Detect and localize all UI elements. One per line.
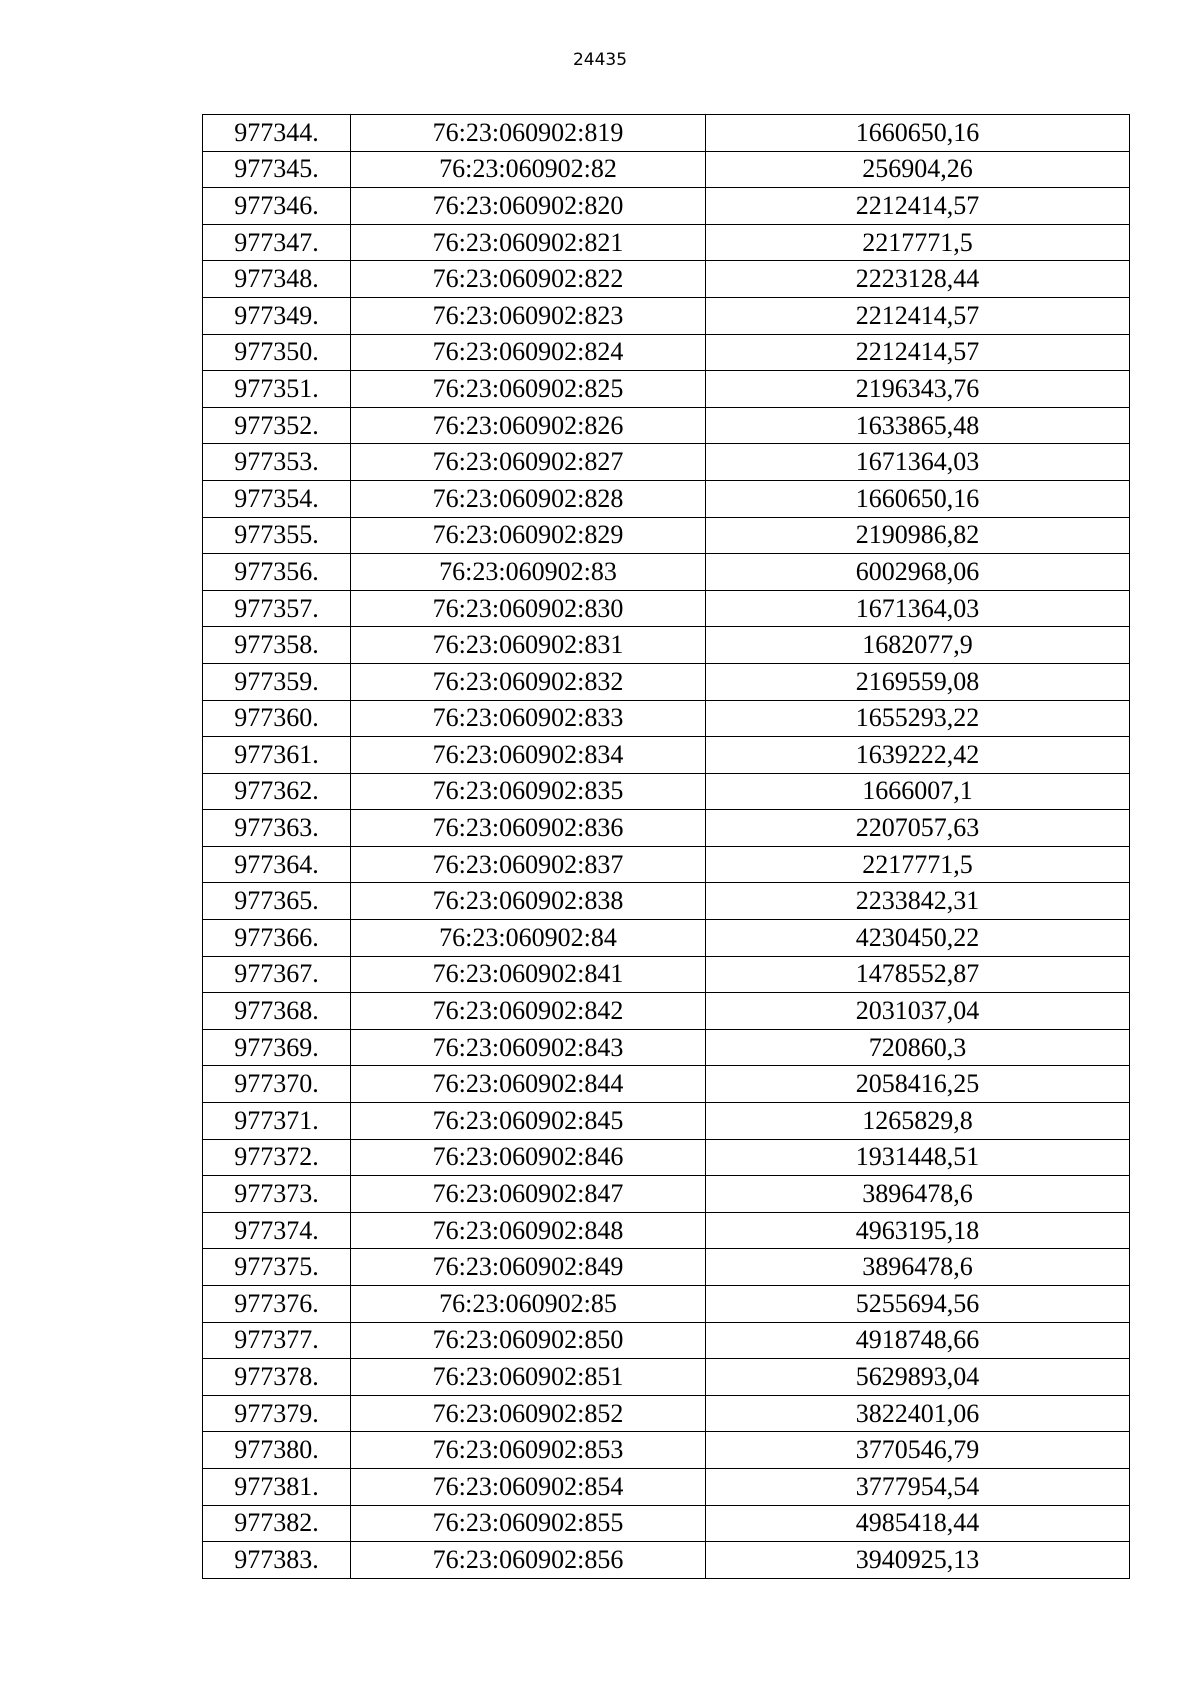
table-row xyxy=(203,334,1130,371)
cadastral-value-cell: 2223128,44 xyxy=(706,261,1130,298)
cadastral-value-cell: 2190986,82 xyxy=(706,517,1130,554)
page-number: 24435 xyxy=(572,50,628,70)
row-number-cell: 977364. xyxy=(203,846,351,883)
cadastral-number-cell: 76:23:060902:834 xyxy=(351,737,706,774)
table-row xyxy=(203,188,1130,225)
cadastral-value-cell: 3777954,54 xyxy=(706,1468,1130,1505)
table-row xyxy=(203,1505,1130,1542)
row-number-cell: 977365. xyxy=(203,883,351,920)
table-row xyxy=(203,993,1130,1030)
cadastral-number-cell: 76:23:060902:838 xyxy=(351,883,706,920)
cadastral-number-cell: 76:23:060902:832 xyxy=(351,663,706,700)
cadastral-value-cell: 1671364,03 xyxy=(706,444,1130,481)
row-number-cell: 977361. xyxy=(203,737,351,774)
row-number-cell: 977379. xyxy=(203,1395,351,1432)
row-number-cell: 977345. xyxy=(203,151,351,188)
cadastral-number-cell: 76:23:060902:850 xyxy=(351,1322,706,1359)
row-number-cell: 977355. xyxy=(203,517,351,554)
row-number-cell: 977363. xyxy=(203,810,351,847)
row-number-cell: 977380. xyxy=(203,1432,351,1469)
table-row xyxy=(203,480,1130,517)
cadastral-number-cell: 76:23:060902:82 xyxy=(351,151,706,188)
cadastral-number-cell: 76:23:060902:846 xyxy=(351,1139,706,1176)
table-body xyxy=(203,115,1130,1579)
cadastral-value-cell: 2031037,04 xyxy=(706,993,1130,1030)
cadastral-number-cell: 76:23:060902:835 xyxy=(351,773,706,810)
row-number-cell: 977382. xyxy=(203,1505,351,1542)
table-row xyxy=(203,115,1130,152)
cadastral-value-cell: 2212414,57 xyxy=(706,297,1130,334)
table-row xyxy=(203,371,1130,408)
table-row xyxy=(203,297,1130,334)
table-row xyxy=(203,554,1130,591)
cadastral-value-cell: 1682077,9 xyxy=(706,627,1130,664)
cadastral-number-cell: 76:23:060902:825 xyxy=(351,371,706,408)
cadastral-number-cell: 76:23:060902:854 xyxy=(351,1468,706,1505)
row-number-cell: 977378. xyxy=(203,1359,351,1396)
cadastral-value-cell: 3896478,6 xyxy=(706,1249,1130,1286)
cadastral-value-cell: 3822401,06 xyxy=(706,1395,1130,1432)
row-number-cell: 977356. xyxy=(203,554,351,591)
cadastral-number-cell: 76:23:060902:836 xyxy=(351,810,706,847)
row-number-cell: 977371. xyxy=(203,1103,351,1140)
row-number-cell: 977373. xyxy=(203,1176,351,1213)
table-row xyxy=(203,1286,1130,1323)
table-row xyxy=(203,224,1130,261)
row-number-cell: 977383. xyxy=(203,1542,351,1579)
row-number-cell: 977366. xyxy=(203,920,351,957)
cadastral-number-cell: 76:23:060902:829 xyxy=(351,517,706,554)
row-number-cell: 977347. xyxy=(203,224,351,261)
cadastral-value-cell: 256904,26 xyxy=(706,151,1130,188)
cadastral-number-cell: 76:23:060902:843 xyxy=(351,1029,706,1066)
table-row xyxy=(203,261,1130,298)
cadastral-number-cell: 76:23:060902:848 xyxy=(351,1212,706,1249)
row-number-cell: 977369. xyxy=(203,1029,351,1066)
cadastral-number-cell: 76:23:060902:827 xyxy=(351,444,706,481)
cadastral-value-cell: 1660650,16 xyxy=(706,115,1130,152)
cadastral-value-cell: 1671364,03 xyxy=(706,590,1130,627)
row-number-cell: 977381. xyxy=(203,1468,351,1505)
row-number-cell: 977368. xyxy=(203,993,351,1030)
table-row xyxy=(203,517,1130,554)
cadastral-value-cell: 1639222,42 xyxy=(706,737,1130,774)
table-row xyxy=(203,151,1130,188)
cadastral-number-cell: 76:23:060902:842 xyxy=(351,993,706,1030)
table-row xyxy=(203,1249,1130,1286)
cadastral-value-cell: 1931448,51 xyxy=(706,1139,1130,1176)
cadastral-number-cell: 76:23:060902:822 xyxy=(351,261,706,298)
cadastral-value-cell: 1478552,87 xyxy=(706,956,1130,993)
cadastral-value-cell: 3896478,6 xyxy=(706,1176,1130,1213)
cadastral-value-cell: 5255694,56 xyxy=(706,1286,1130,1323)
cadastral-number-cell: 76:23:060902:83 xyxy=(351,554,706,591)
table-row xyxy=(203,627,1130,664)
table-row xyxy=(203,407,1130,444)
cadastral-value-cell: 1666007,1 xyxy=(706,773,1130,810)
table-row xyxy=(203,1029,1130,1066)
cadastral-number-cell: 76:23:060902:821 xyxy=(351,224,706,261)
row-number-cell: 977359. xyxy=(203,663,351,700)
cadastral-number-cell: 76:23:060902:84 xyxy=(351,920,706,957)
row-number-cell: 977350. xyxy=(203,334,351,371)
cadastral-number-cell: 76:23:060902:837 xyxy=(351,846,706,883)
cadastral-value-cell: 1660650,16 xyxy=(706,480,1130,517)
cadastral-number-cell: 76:23:060902:849 xyxy=(351,1249,706,1286)
cadastral-value-cell: 5629893,04 xyxy=(706,1359,1130,1396)
cadastral-value-cell: 4985418,44 xyxy=(706,1505,1130,1542)
table-row xyxy=(203,590,1130,627)
cadastral-number-cell: 76:23:060902:844 xyxy=(351,1066,706,1103)
row-number-cell: 977357. xyxy=(203,590,351,627)
row-number-cell: 977348. xyxy=(203,261,351,298)
cadastral-value-cell: 2212414,57 xyxy=(706,334,1130,371)
cadastral-number-cell: 76:23:060902:831 xyxy=(351,627,706,664)
row-number-cell: 977351. xyxy=(203,371,351,408)
row-number-cell: 977358. xyxy=(203,627,351,664)
table-row xyxy=(203,846,1130,883)
cadastral-number-cell: 76:23:060902:824 xyxy=(351,334,706,371)
row-number-cell: 977346. xyxy=(203,188,351,225)
cadastral-value-cell: 2217771,5 xyxy=(706,846,1130,883)
cadastral-number-cell: 76:23:060902:826 xyxy=(351,407,706,444)
table-row xyxy=(203,1359,1130,1396)
row-number-cell: 977375. xyxy=(203,1249,351,1286)
cadastral-value-cell: 2212414,57 xyxy=(706,188,1130,225)
cadastral-value-cell: 2233842,31 xyxy=(706,883,1130,920)
table-row xyxy=(203,1432,1130,1469)
table-row xyxy=(203,1322,1130,1359)
table-row xyxy=(203,737,1130,774)
row-number-cell: 977372. xyxy=(203,1139,351,1176)
cadastral-value-cell: 2196343,76 xyxy=(706,371,1130,408)
cadastral-number-cell: 76:23:060902:820 xyxy=(351,188,706,225)
cadastral-value-table xyxy=(202,114,1130,1579)
row-number-cell: 977367. xyxy=(203,956,351,993)
cadastral-number-cell: 76:23:060902:819 xyxy=(351,115,706,152)
table-row xyxy=(203,1139,1130,1176)
cadastral-value-cell: 2207057,63 xyxy=(706,810,1130,847)
cadastral-number-cell: 76:23:060902:855 xyxy=(351,1505,706,1542)
row-number-cell: 977354. xyxy=(203,480,351,517)
table-row xyxy=(203,663,1130,700)
table-row xyxy=(203,1468,1130,1505)
row-number-cell: 977360. xyxy=(203,700,351,737)
row-number-cell: 977344. xyxy=(203,115,351,152)
table-row xyxy=(203,1542,1130,1579)
cadastral-number-cell: 76:23:060902:823 xyxy=(351,297,706,334)
cadastral-number-cell: 76:23:060902:841 xyxy=(351,956,706,993)
cadastral-number-cell: 76:23:060902:852 xyxy=(351,1395,706,1432)
table-row xyxy=(203,883,1130,920)
table-row xyxy=(203,444,1130,481)
row-number-cell: 977349. xyxy=(203,297,351,334)
table-row xyxy=(203,700,1130,737)
cadastral-value-cell: 2058416,25 xyxy=(706,1066,1130,1103)
cadastral-number-cell: 76:23:060902:828 xyxy=(351,480,706,517)
row-number-cell: 977352. xyxy=(203,407,351,444)
cadastral-number-cell: 76:23:060902:847 xyxy=(351,1176,706,1213)
table-row xyxy=(203,1103,1130,1140)
row-number-cell: 977374. xyxy=(203,1212,351,1249)
cadastral-number-cell: 76:23:060902:85 xyxy=(351,1286,706,1323)
table-row xyxy=(203,810,1130,847)
table-row xyxy=(203,956,1130,993)
cadastral-value-cell: 4230450,22 xyxy=(706,920,1130,957)
cadastral-value-cell: 6002968,06 xyxy=(706,554,1130,591)
table-row xyxy=(203,1212,1130,1249)
cadastral-number-cell: 76:23:060902:853 xyxy=(351,1432,706,1469)
row-number-cell: 977353. xyxy=(203,444,351,481)
cadastral-value-cell: 4918748,66 xyxy=(706,1322,1130,1359)
cadastral-value-cell: 3940925,13 xyxy=(706,1542,1130,1579)
table-row xyxy=(203,1176,1130,1213)
cadastral-value-cell: 1265829,8 xyxy=(706,1103,1130,1140)
cadastral-value-cell: 1633865,48 xyxy=(706,407,1130,444)
cadastral-number-cell: 76:23:060902:830 xyxy=(351,590,706,627)
cadastral-value-cell: 3770546,79 xyxy=(706,1432,1130,1469)
cadastral-number-cell: 76:23:060902:856 xyxy=(351,1542,706,1579)
cadastral-number-cell: 76:23:060902:845 xyxy=(351,1103,706,1140)
cadastral-value-cell: 1655293,22 xyxy=(706,700,1130,737)
table-row xyxy=(203,920,1130,957)
table-row xyxy=(203,1395,1130,1432)
cadastral-value-cell: 4963195,18 xyxy=(706,1212,1130,1249)
row-number-cell: 977362. xyxy=(203,773,351,810)
cadastral-number-cell: 76:23:060902:851 xyxy=(351,1359,706,1396)
cadastral-value-cell: 2217771,5 xyxy=(706,224,1130,261)
table-row xyxy=(203,1066,1130,1103)
cadastral-value-cell: 720860,3 xyxy=(706,1029,1130,1066)
row-number-cell: 977377. xyxy=(203,1322,351,1359)
row-number-cell: 977376. xyxy=(203,1286,351,1323)
cadastral-value-cell: 2169559,08 xyxy=(706,663,1130,700)
cadastral-number-cell: 76:23:060902:833 xyxy=(351,700,706,737)
table-row xyxy=(203,773,1130,810)
row-number-cell: 977370. xyxy=(203,1066,351,1103)
